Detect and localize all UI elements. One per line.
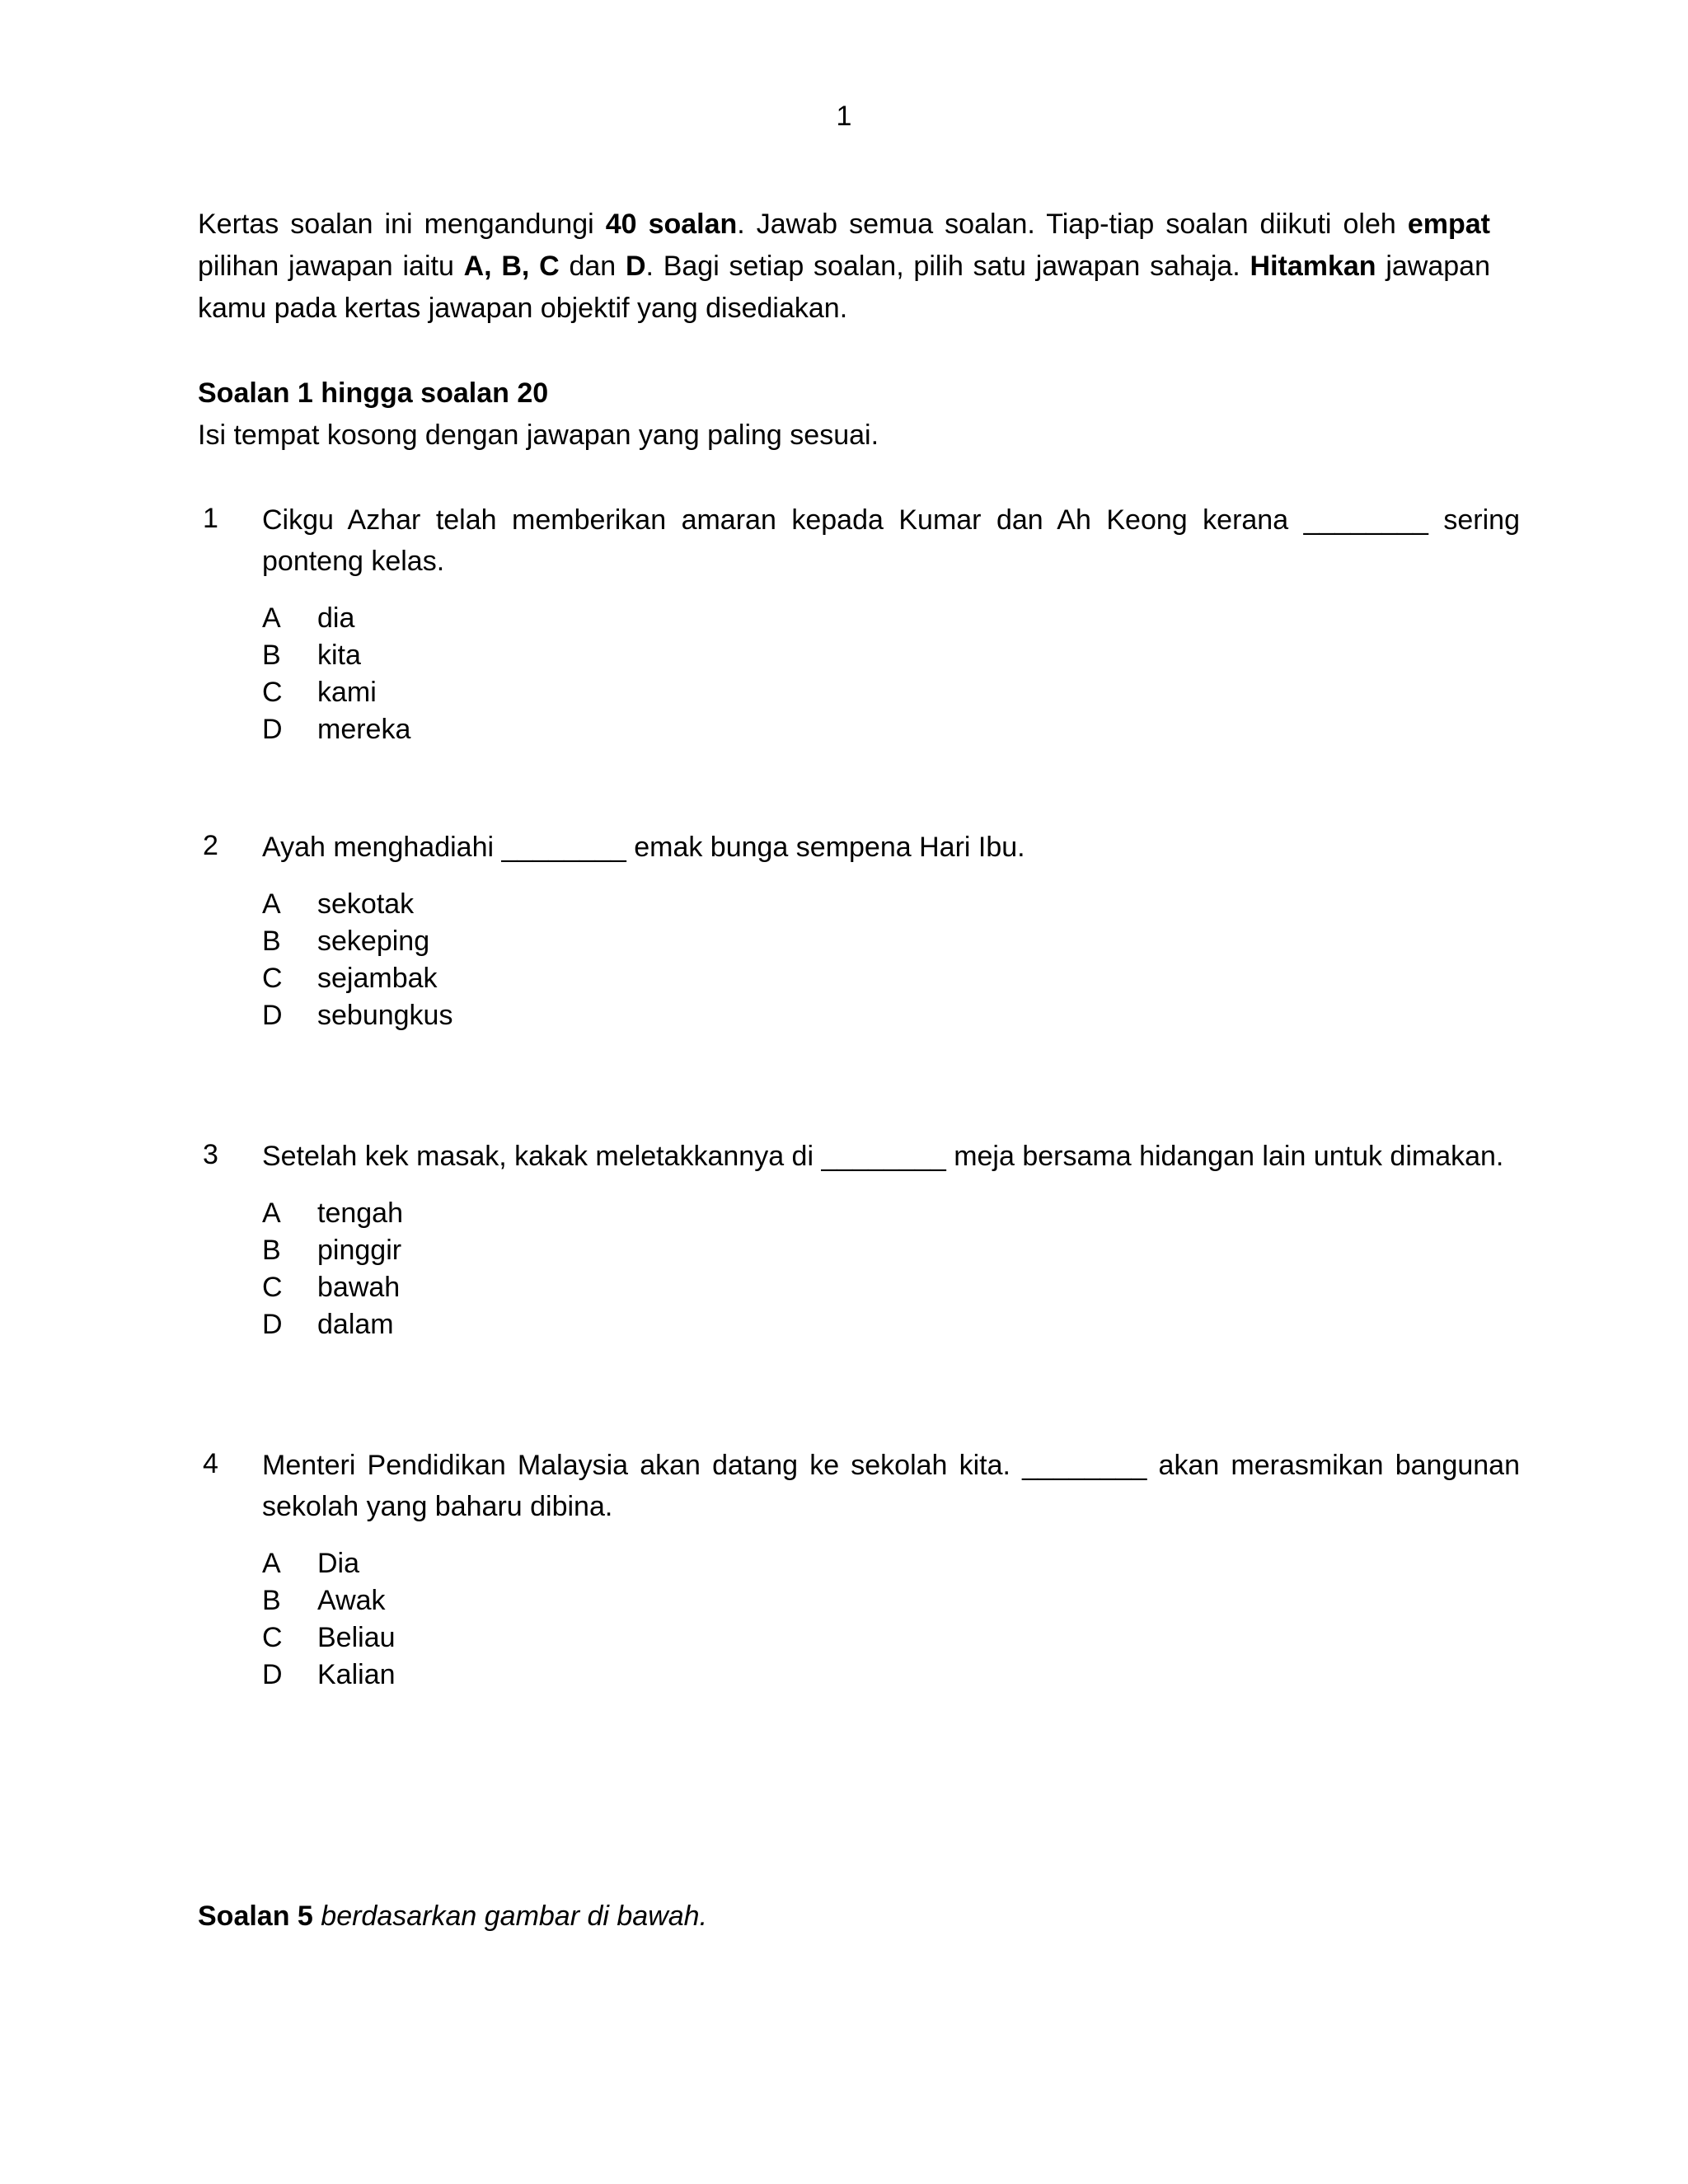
instructions-text: pilihan jawapan iaitu	[198, 251, 464, 282]
options-list	[262, 886, 1520, 1034]
option-d	[262, 1306, 1520, 1343]
question-number: 3	[203, 1139, 218, 1170]
option-letter: A	[262, 1197, 281, 1229]
option-text: kita	[317, 640, 361, 671]
instructions-paragraph	[198, 204, 1490, 330]
option-text: dia	[317, 602, 355, 634]
question-2	[198, 827, 1520, 1034]
option-text: sejambak	[317, 963, 438, 994]
question-stem	[262, 499, 1520, 582]
option-text: Beliau	[317, 1622, 396, 1653]
options-list	[262, 600, 1520, 748]
option-text: mereka	[317, 714, 411, 745]
option-a	[262, 886, 1520, 923]
option-letter: A	[262, 602, 281, 634]
stem-text: emak bunga sempena Hari Ibu.	[626, 832, 1025, 863]
question-stem	[262, 1445, 1520, 1527]
option-letter: A	[262, 1548, 281, 1579]
answer-blank: ________	[1303, 504, 1428, 536]
option-a	[262, 600, 1520, 637]
footer-italic: berdasarkan gambar di bawah.	[312, 1900, 708, 1932]
options-list	[262, 1195, 1520, 1343]
option-text: sekeping	[317, 926, 430, 957]
option-text: dalam	[317, 1309, 394, 1340]
option-text: pinggir	[317, 1235, 402, 1266]
question-number: 4	[203, 1448, 218, 1479]
question-5-intro	[198, 1896, 707, 1938]
option-letter: C	[262, 677, 283, 708]
option-b	[262, 1582, 1520, 1619]
stem-text: Menteri Pendidikan Malaysia akan datang ke sekolah kita.	[262, 1450, 1023, 1481]
option-text: tengah	[317, 1197, 403, 1229]
instructions-bold: 40 soalan	[605, 209, 738, 240]
option-text: bawah	[317, 1272, 401, 1303]
instructions-text: . Bagi setiap soalan, pilih satu jawapan sahaja.	[645, 251, 1250, 282]
option-a	[262, 1545, 1520, 1582]
option-letter: B	[262, 926, 281, 957]
option-b	[262, 1232, 1520, 1269]
instructions-text: . Jawab semua soalan. Tiap-tiap soalan diikuti oleh	[737, 209, 1408, 240]
option-letter: C	[262, 1622, 283, 1653]
option-c	[262, 960, 1520, 997]
stem-text: sering ponteng kelas.	[262, 504, 1520, 577]
answer-blank: ________	[1022, 1450, 1147, 1481]
stem-text: meja bersama hidangan lain untuk dimakan.	[945, 1141, 1504, 1172]
question-stem	[262, 827, 1520, 868]
page-number: 1	[836, 101, 852, 132]
instructions-text: dan	[559, 251, 626, 282]
option-text: kami	[317, 677, 377, 708]
answer-blank: ________	[501, 832, 626, 863]
stem-text: Ayah menghadiahi	[262, 832, 502, 863]
option-letter: C	[262, 963, 283, 994]
option-text: Awak	[317, 1585, 386, 1616]
option-d	[262, 711, 1520, 748]
question-number: 2	[203, 830, 218, 861]
footer-bold: Soalan 5	[198, 1900, 313, 1932]
instructions-bold: Hitamkan	[1250, 251, 1376, 282]
option-c	[262, 674, 1520, 711]
option-text: Dia	[317, 1548, 360, 1579]
options-list	[262, 1545, 1520, 1694]
option-c	[262, 1269, 1520, 1306]
option-letter: D	[262, 1000, 283, 1031]
question-stem	[262, 1136, 1520, 1177]
section-subtitle: Isi tempat kosong dengan jawapan yang paling sesuai.	[198, 419, 879, 451]
option-letter: B	[262, 640, 281, 671]
instructions-bold: empat	[1407, 209, 1490, 240]
instructions-bold: D	[625, 251, 646, 282]
option-c	[262, 1619, 1520, 1657]
stem-text: Setelah kek masak, kakak meletakkannya di	[262, 1141, 822, 1172]
answer-blank: ________	[821, 1141, 946, 1172]
section-heading: Soalan 1 hingga soalan 20	[198, 377, 549, 409]
question-4	[198, 1445, 1520, 1694]
stem-text: Cikgu Azhar telah memberikan amaran kepada Kumar dan Ah Keong kerana	[262, 504, 1304, 536]
question-number: 1	[203, 503, 218, 534]
instructions-text: jawapan kamu pada kertas jawapan objektif yang disediakan.	[198, 251, 1490, 324]
option-letter: B	[262, 1585, 281, 1616]
option-text: sebungkus	[317, 1000, 453, 1031]
instructions-bold: A, B, C	[463, 251, 560, 282]
option-b	[262, 923, 1520, 960]
option-a	[262, 1195, 1520, 1232]
option-letter: D	[262, 1659, 283, 1690]
option-b	[262, 637, 1520, 674]
option-letter: C	[262, 1272, 283, 1303]
stem-text: akan merasmikan bangunan sekolah yang baharu dibina.	[262, 1450, 1521, 1522]
question-3	[198, 1136, 1520, 1343]
instructions-text: Kertas soalan ini mengandungi	[198, 209, 606, 240]
option-letter: B	[262, 1235, 281, 1266]
option-d	[262, 1657, 1520, 1694]
option-text: sekotak	[317, 888, 415, 920]
option-letter: D	[262, 1309, 283, 1340]
question-1	[198, 499, 1520, 748]
option-letter: D	[262, 714, 283, 745]
option-letter: A	[262, 888, 281, 920]
option-text: Kalian	[317, 1659, 396, 1690]
option-d	[262, 997, 1520, 1034]
